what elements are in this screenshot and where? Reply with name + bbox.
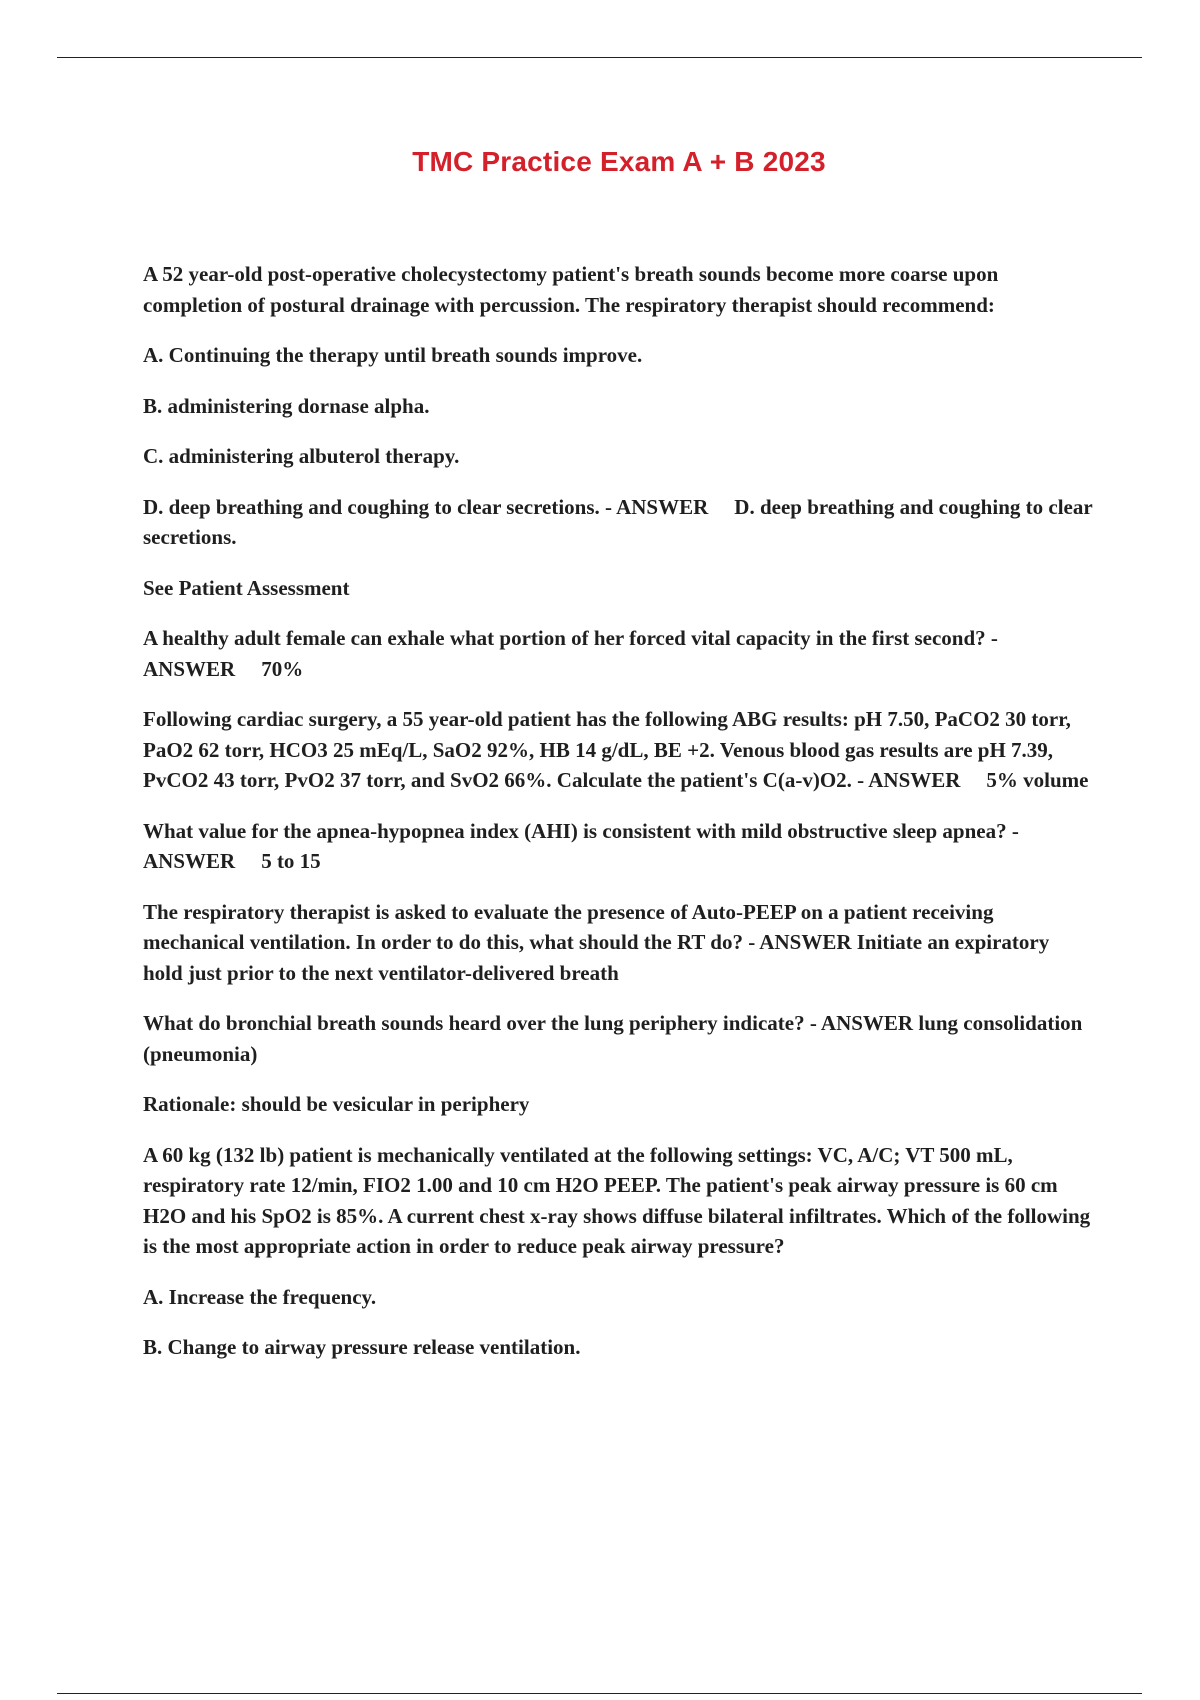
question-1-option-d — [143, 492, 1093, 553]
question-4 — [143, 816, 1093, 877]
question-7-text: A 60 kg (132 lb) patient is mechanically ventilated at the following settings: VC, A/C; VT 500 mL, respiratory rate 12/min, FIO2 1.00 and 10 cm H2O PEEP. The patient's peak airway pressure is 60 cm H2O and his SpO2 is 85%. A current chest x-ray shows diffuse bilateral infiltrates. Which of the following is the most appropriate action in order to reduce peak airway pressure? — [143, 1142, 1091, 1258]
question-7-option-b: B. Change to airway pressure release ventilation. — [143, 1335, 581, 1359]
question-6-text: What do bronchial breath sounds heard over the lung periphery indicate? - ANSWER — [143, 1011, 914, 1035]
question-1 — [143, 259, 1093, 320]
question-1-text: A 52 year-old post-operative cholecystectomy patient's breath sounds become more coarse upon completion of postural drainage with percussion. The respiratory therapist should recommend: — [143, 262, 999, 317]
question-6-rationale: Rationale: should be vesicular in periphery — [143, 1092, 530, 1116]
top-rule — [57, 57, 1142, 58]
question-2 — [143, 623, 1093, 684]
question-6-answer: lung consolidation (pneumonia) — [143, 1011, 1083, 1066]
question-1-answer: D. deep breathing and coughing to clear secretions. — [143, 494, 1093, 549]
question-7 — [143, 1140, 1093, 1262]
question-1-note: See Patient Assessment — [143, 575, 350, 600]
question-7-option-a: A. Increase the frequency. — [143, 1284, 377, 1309]
document-title: TMC Practice Exam A + B 2023 — [412, 146, 826, 177]
document-body — [143, 259, 1093, 1383]
question-1-option-a: A. Continuing the therapy until breath sounds improve. — [143, 343, 643, 367]
question-3 — [143, 704, 1093, 796]
question-5 — [143, 897, 1093, 989]
question-1-option-d-text: D. deep breathing and coughing to clear secretions. - ANSWER — [143, 494, 709, 519]
question-2-text: A healthy adult female can exhale what portion of her forced vital capacity in the first second? - ANSWER — [143, 626, 998, 681]
question-3-answer: 5% volume — [986, 768, 1089, 792]
question-6 — [143, 1008, 1093, 1069]
question-1-option-c: C. administering albuterol therapy. — [143, 444, 460, 468]
question-5-text: The respiratory therapist is asked to evaluate the presence of Auto-PEEP on a patient receiving mechanical ventilation. In order to do this, what should the RT do? - ANSWER — [143, 899, 994, 954]
question-5-answer: Initiate an expiratory hold just prior to the next ventilator-delivered breath — [143, 930, 1050, 985]
question-4-answer: 5 to 15 — [261, 849, 321, 873]
question-2-answer: 70% — [261, 656, 304, 681]
bottom-rule — [57, 1693, 1142, 1694]
question-3-text: Following cardiac surgery, a 55 year-old patient has the following ABG results: pH 7.50, PaCO2 30 torr, PaO2 62 torr, HCO3 25 mEq/L, SaO2 92%, HB 14 g/dL, BE +2. Venous blood gas results are pH 7.39, PvCO2 43 torr, PvO2 37 torr, and SvO2 66%. Calculate the patient's C(a-v)O2. - ANSWER — [143, 707, 1071, 792]
question-4-text: What value for the apnea-hypopnea index (AHI) is consistent with mild obstructive sleep apnea? - ANSWER — [143, 818, 1019, 873]
question-1-option-b: B. administering dornase alpha. — [143, 393, 430, 418]
